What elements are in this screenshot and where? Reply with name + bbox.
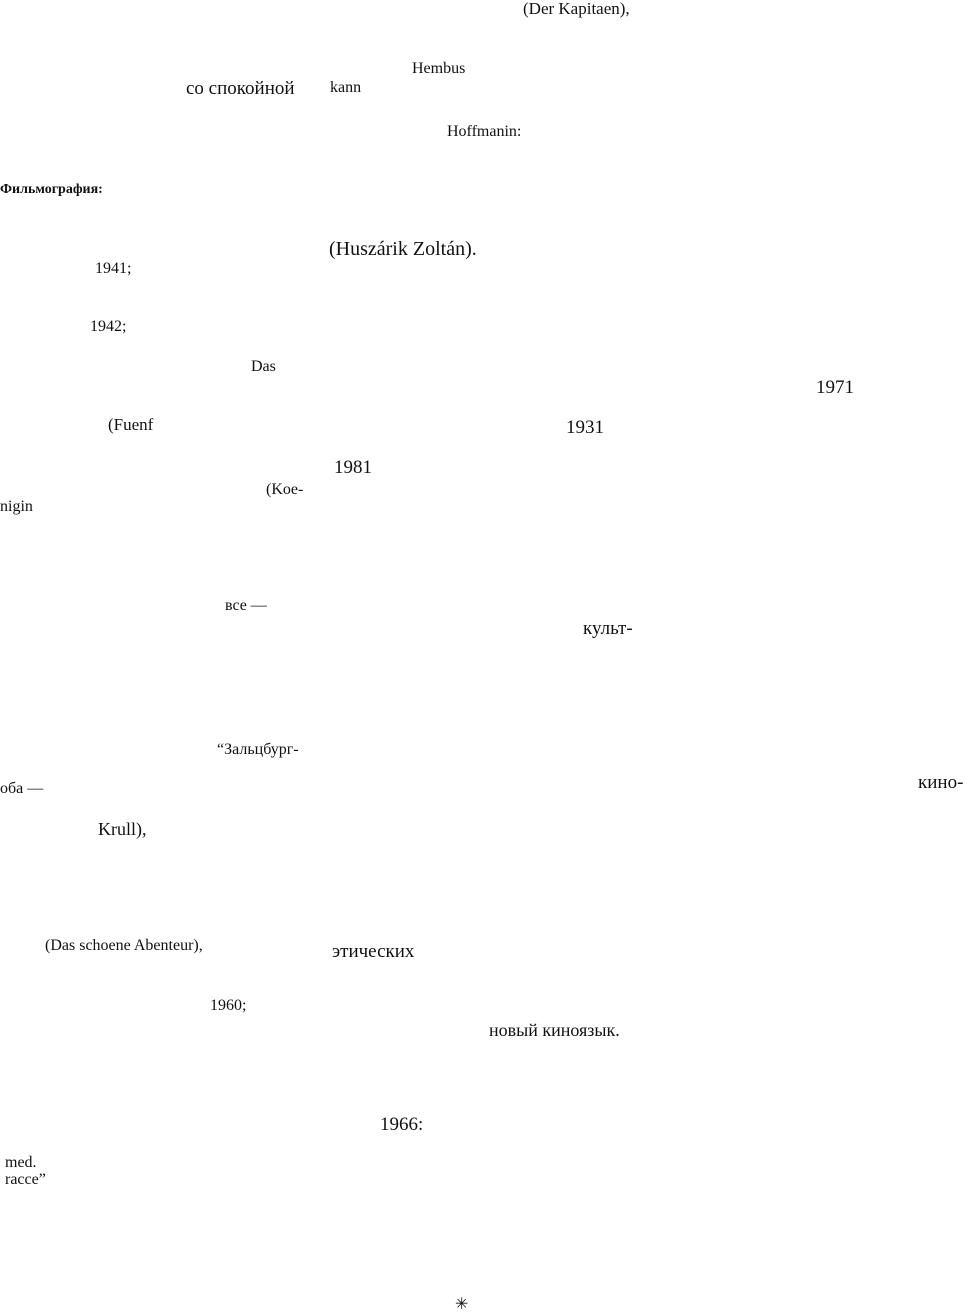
text-fragment: оба — xyxy=(0,780,44,797)
text-fragment: Krull), xyxy=(98,819,147,839)
text-fragment: новый киноязык. xyxy=(489,1020,620,1040)
text-fragment: “Зальцбург- xyxy=(217,741,299,758)
text-fragment: nigin xyxy=(0,498,33,515)
text-fragment: (Der Kapitaen), xyxy=(523,0,630,18)
text-fragment: 1942; xyxy=(90,318,127,335)
text-fragment: Hoffmanin: xyxy=(447,123,522,140)
text-fragment: med. xyxy=(5,1154,37,1171)
text-fragment: 1981 xyxy=(334,457,372,478)
text-fragment: (Koe- xyxy=(266,481,304,498)
text-fragment: Das xyxy=(251,358,276,375)
text-fragment: (Fuenf xyxy=(108,415,154,434)
filmography-heading: Фильмография: xyxy=(0,182,103,197)
text-fragment: 1931 xyxy=(566,417,604,438)
text-fragment: (Das schoene Abenteur), xyxy=(45,937,203,954)
text-fragment: kann xyxy=(330,79,362,96)
text-fragment: культ- xyxy=(583,618,633,639)
text-fragment: Hembus xyxy=(412,60,466,77)
text-fragment: этических xyxy=(332,941,415,962)
text-fragment: все — xyxy=(225,597,267,614)
asterisk-ornament-icon: ✳ xyxy=(455,1296,469,1313)
text-fragment: кино- xyxy=(918,772,964,793)
text-fragment: (Huszárik Zoltán). xyxy=(329,238,477,260)
text-fragment: racce” xyxy=(5,1171,46,1188)
text-fragment: 1941; xyxy=(95,260,132,277)
text-fragment: 1960; xyxy=(210,997,247,1014)
text-fragment: 1966: xyxy=(380,1114,424,1135)
text-fragment: со спокойной xyxy=(186,78,295,99)
text-fragment: 1971 xyxy=(816,377,854,398)
